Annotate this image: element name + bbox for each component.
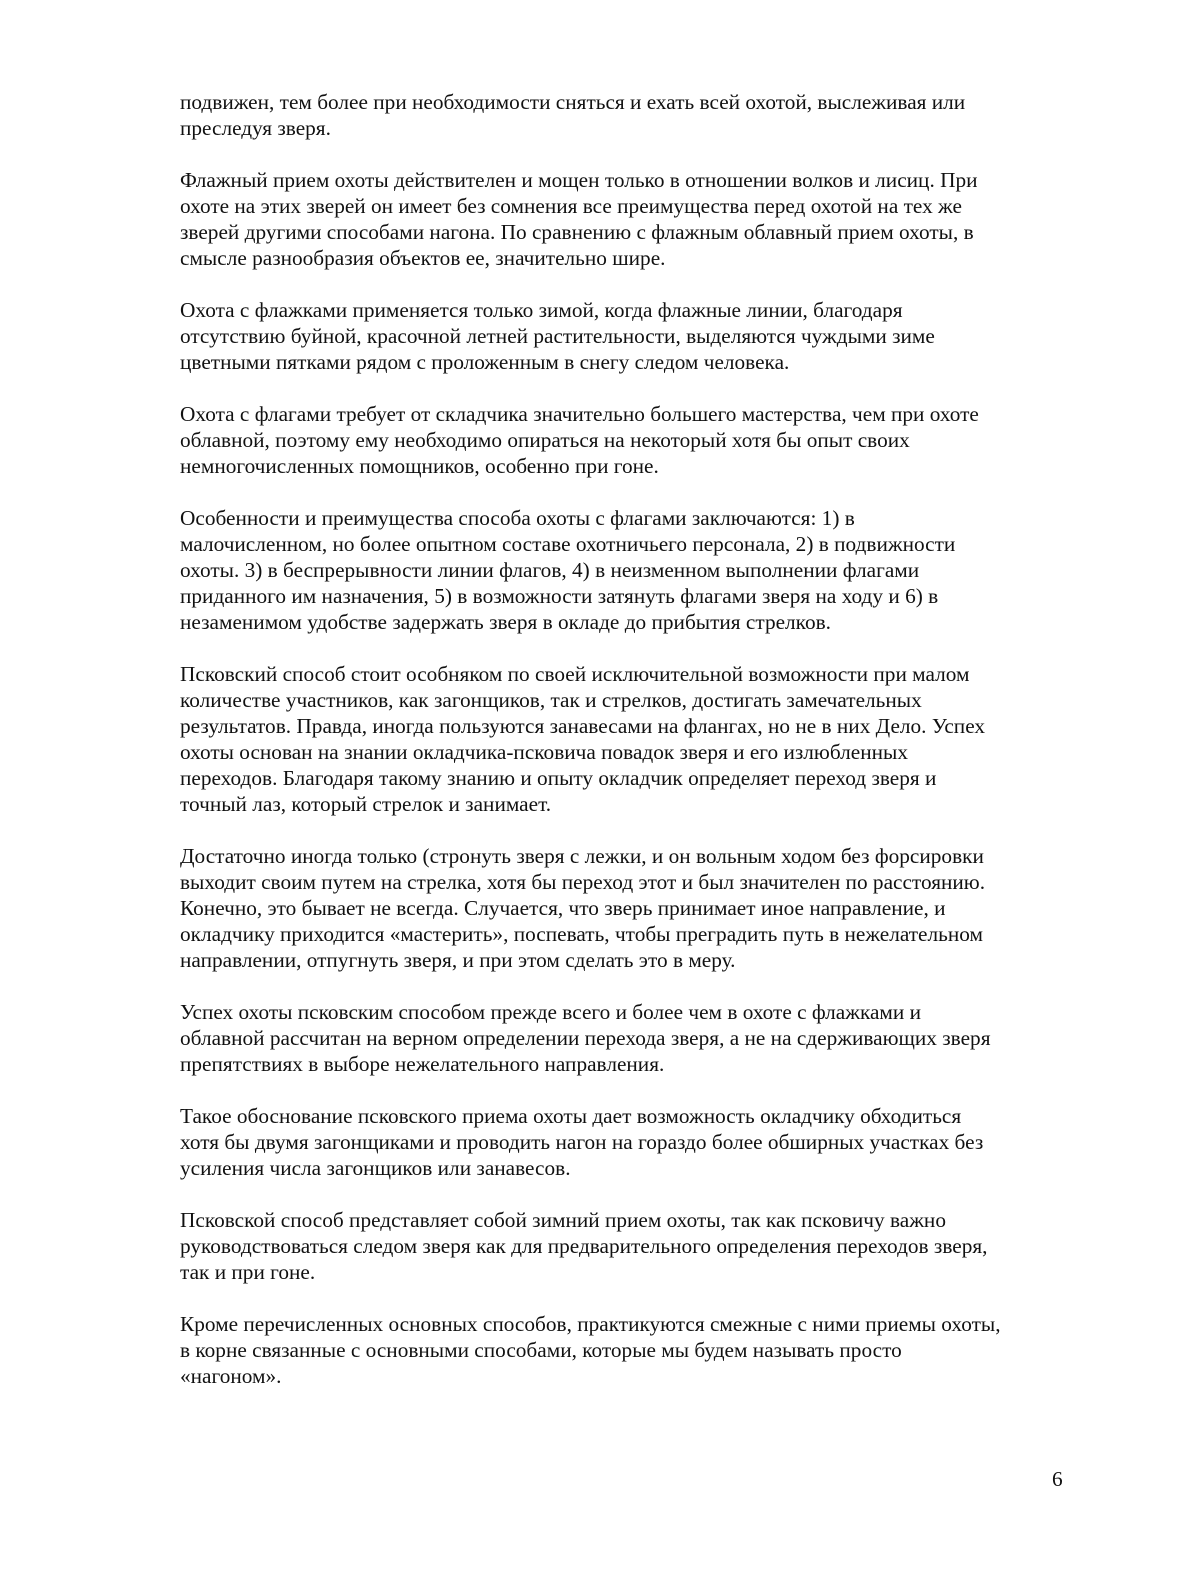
paragraph [180,843,1060,973]
text-line: охоты. 3) в беспрерывности линии флагов, 4) в неизменном выполнении флагами [180,558,920,582]
text-line: Успех охоты псковским способом прежде всего и более чем в охоте с флажками и [180,1000,922,1024]
text-line: Конечно, это бывает не всегда. Случается, что зверь принимает иное направление, и [180,896,946,920]
text-line: Кроме перечисленных основных способов, практикуются смежные с ними приемы охоты, [180,1312,1001,1336]
paragraph [180,999,1060,1077]
text-line: Такое обоснование псковского приема охоты дает возможность окладчику обходиться [180,1104,962,1128]
text-line: немногочисленных помощников, особенно при гоне. [180,454,659,478]
text-line: охоты основан на знании окладчика-псковича повадок зверя и его излюбленных [180,740,908,764]
text-line: так и при гоне. [180,1260,316,1284]
text-line: точный лаз, который стрелок и занимает. [180,792,552,816]
text-line: направлении, отпугнуть зверя, и при этом сделать это в меру. [180,948,736,972]
text-line: Псковский способ стоит особняком по своей исключительной возможности при малом [180,662,970,686]
text-line: незаменимом удобстве задержать зверя в окладе до прибытия стрелков. [180,610,831,634]
text-line: Флажный прием охоты действителен и мощен только в отношении волков и лисиц. При [180,168,978,192]
paragraph [180,297,1060,375]
text-line: «нагоном». [180,1364,282,1388]
text-line: отсутствию буйной, красочной летней растительности, выделяются чуждыми зиме [180,324,935,348]
page-number: 6 [1052,1467,1063,1491]
text-line: Особенности и преимущества способа охоты с флагами заключаются: 1) в [180,506,855,530]
text-line: количестве участников, как загонщиков, так и стрелков, достигать замечательных [180,688,922,712]
text-line: облавной рассчитан на верном определении перехода зверя, а не на сдерживающих зверя [180,1026,991,1050]
text-line: Охота с флажками применяется только зимой, когда флажные линии, благодаря [180,298,903,322]
text-line: Псковской способ представляет собой зимний прием охоты, так как псковичу важно [180,1208,946,1232]
text-line: усиления числа загонщиков или занавесов. [180,1156,571,1180]
text-line: переходов. Благодаря такому знанию и опыту окладчик определяет переход зверя и [180,766,937,790]
text-line: облавной, поэтому ему необходимо опираться на некоторый хотя бы опыт своих [180,428,910,452]
text-line: выходит своим путем на стрелка, хотя бы переход этот и был значителен по расстоянию. [180,870,986,894]
text-line: препятствиях в выборе нежелательного направления. [180,1052,665,1076]
paragraph [180,89,1060,141]
paragraph [180,1311,1060,1389]
text-line: малочисленном, но более опытном составе охотничьего персонала, 2) в подвижности [180,532,956,556]
text-line: Охота с флагами требует от складчика значительно большего мастерства, чем при охоте [180,402,979,426]
paragraph [180,401,1060,479]
text-line: подвижен, тем более при необходимости сняться и ехать всей охотой, выслеживая или [180,90,966,114]
paragraph [180,505,1060,635]
text-line: цветными пятками рядом с проложенным в снегу следом человека. [180,350,790,374]
paragraph [180,1207,1060,1285]
text-line: Достаточно иногда только (стронуть зверя с лежки, и он вольным ходом без форсировки [180,844,984,868]
text-line: смысле разнообразия объектов ее, значительно шире. [180,246,666,270]
text-line: зверей другими способами нагона. По сравнению с флажным облавный прием охоты, в [180,220,974,244]
paragraph [180,661,1060,817]
text-line: приданного им назначения, 5) в возможности затянуть флагами зверя на ходу и 6) в [180,584,939,608]
body-text [180,89,1060,1415]
text-line: руководствоваться следом зверя как для предварительного определения переходов зверя, [180,1234,988,1258]
text-line: охоте на этих зверей он имеет без сомнения все преимущества перед охотой на тех же [180,194,962,218]
text-line: в корне связанные с основными способами, которые мы будем называть просто [180,1338,902,1362]
text-line: преследуя зверя. [180,116,331,140]
paragraph [180,167,1060,271]
text-line: хотя бы двумя загонщиками и проводить нагон на гораздо более обширных участках без [180,1130,984,1154]
text-line: результатов. Правда, иногда пользуются занавесами на флангах, но не в них Дело. Успех [180,714,986,738]
text-line: окладчику приходится «мастерить», поспевать, чтобы преградить путь в нежелательном [180,922,983,946]
paragraph [180,1103,1060,1181]
